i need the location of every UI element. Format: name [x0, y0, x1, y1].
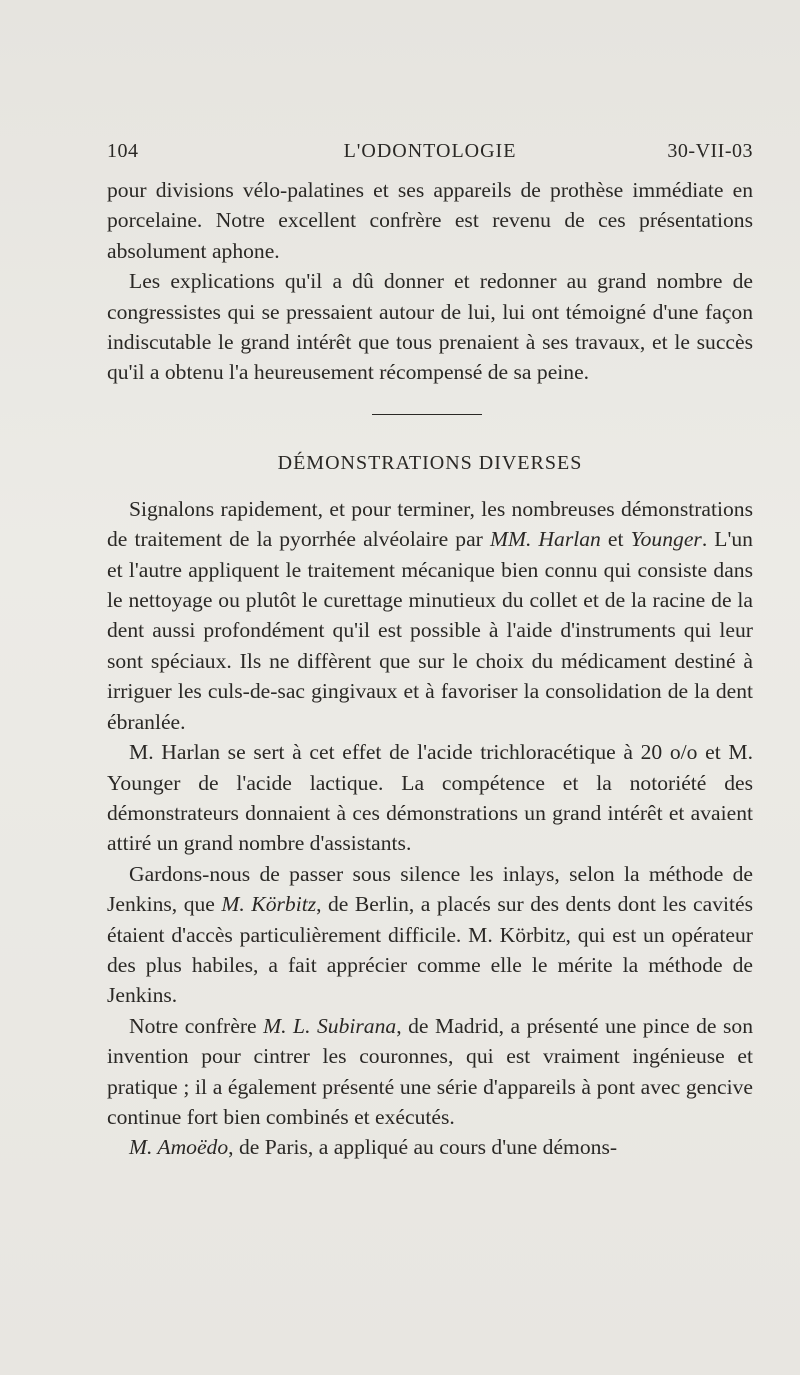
page-number: 104	[107, 140, 139, 162]
name-younger: Younger	[630, 527, 702, 552]
paragraph-6	[107, 1011, 753, 1133]
name-amoedo: M. Amoëdo	[129, 1135, 229, 1160]
paragraph-5-text-a: Gardons-nous de passer sous silence les inlays, selon la méthode de Jenkins, que	[107, 861, 753, 917]
paragraph-7-text-b: , de Paris, a appliqué au cours d'une démons-	[228, 1135, 618, 1160]
paragraph-5-text-b: , de Berlin, a placés sur des dents dont les cavités étaient d'accès particulièrement difficile. M. Körbitz, qui est un opérateur des plus habiles, a fait apprécier comme elle le mérite la méthode de Jenkins.	[107, 892, 753, 1008]
paragraph-1: pour divisions vélo-palatines et ses appareils de prothèse immédiate en porcelaine. Notre excellent confrère est revenu de ces présentations absolument aphone.	[107, 178, 753, 263]
section-title: DÉMONSTRATIONS DIVERSES	[277, 451, 583, 474]
name-harlan: MM. Harlan	[489, 527, 601, 552]
paragraph-3-text-c: . L'un et l'autre appliquent le traitement mécanique bien connu qui consiste dans le nettoyage ou plutôt le curettage minutieux du collet et de la racine de la dent aussi profondément qu'il est possible à l'aide d'instruments qui leur sont spéciaux. Ils ne diffèrent que sur le choix du médicament destiné à irriguer les culs-de-sac gingivaux et à favoriser la consolidation de la dent ébranlée.	[107, 527, 753, 734]
article-body	[107, 175, 753, 1163]
paragraph-2: Les explications qu'il a dû donner et redonner au grand nombre de congressistes qui se pressaient autour de lui, lui ont témoigné d'une façon indiscutable le grand intérêt que tous prenaient à ses travaux, et le succès qu'il a obtenu l'a heureusement récompensé de sa peine.	[107, 269, 753, 385]
paragraph-5	[107, 859, 753, 1011]
paragraph-3-text-b: et	[600, 527, 631, 552]
running-title: L'ODONTOLOGIE	[343, 140, 517, 162]
paragraph-6-text-a: Notre confrère	[129, 1013, 264, 1038]
paragraph-3	[107, 494, 753, 737]
paragraph-3-text-a: Signalons rapidement, et pour terminer, les nombreuses démonstrations de traitement de la pyorrhée alvéolaire par	[107, 496, 753, 552]
section-divider	[107, 388, 753, 448]
page-header	[107, 140, 753, 170]
divider-rule	[372, 414, 482, 415]
name-korbitz: M. Körbitz	[221, 892, 317, 917]
paragraph-7	[107, 1132, 753, 1162]
issue-date: 30-VII-03	[667, 140, 753, 162]
name-subirana: M. L. Subirana	[263, 1013, 397, 1038]
paragraph-6-text-b: , de Madrid, a présenté une pince de son invention pour cintrer les couronnes, qui est vraiment ingénieuse et pratique ; il a également présenté une série d'appareils à pont avec gencive continue fort bien combinés et exécutés.	[107, 1013, 753, 1129]
paragraph-4: M. Harlan se sert à cet effet de l'acide trichloracétique à 20 o/o et M. Younger de l'acide lactique. La compétence et la notoriété des démonstrateurs donnaient à ces démonstrations un grand intérêt et avaient attiré un grand nombre d'assistants.	[107, 740, 753, 856]
